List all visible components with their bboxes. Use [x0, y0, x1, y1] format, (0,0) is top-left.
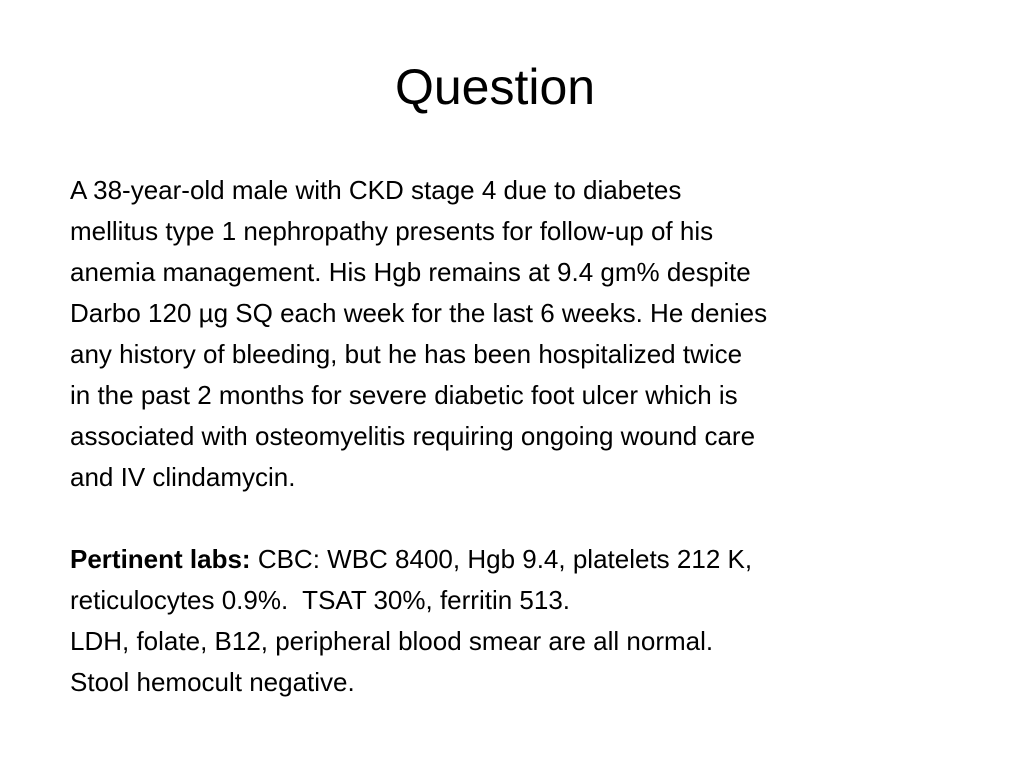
- case-line: A 38-year-old male with CKD stage 4 due to diabetes: [70, 175, 682, 205]
- case-line: in the past 2 months for severe diabetic foot ulcer which is: [70, 380, 738, 410]
- labs-label: Pertinent labs:: [70, 544, 251, 574]
- labs-cbc-text: CBC: WBC 8400, Hgb 9.4, platelets 212 K,: [250, 544, 753, 574]
- paragraph-gap: [70, 498, 920, 539]
- slide-body: [70, 170, 920, 703]
- labs-line: [70, 539, 920, 580]
- case-line: Darbo 120 µg SQ each week for the last 6 weeks. He denies: [70, 298, 768, 328]
- case-line: anemia management. His Hgb remains at 9.4 gm% despite: [70, 257, 751, 287]
- labs-line: LDH, folate, B12, peripheral blood smear are all normal.: [70, 626, 714, 656]
- case-line: associated with osteomyelitis requiring ongoing wound care: [70, 421, 756, 451]
- slide-title: Question: [394, 59, 596, 115]
- case-line: and IV clindamycin.: [70, 462, 296, 492]
- case-line: mellitus type 1 nephropathy presents for follow-up of his: [70, 216, 714, 246]
- case-line: any history of bleeding, but he has been hospitalized twice: [70, 339, 743, 369]
- labs-line: Stool hemocult negative.: [70, 667, 355, 697]
- labs-line: reticulocytes 0.9%. TSAT 30%, ferritin 513.: [70, 585, 571, 615]
